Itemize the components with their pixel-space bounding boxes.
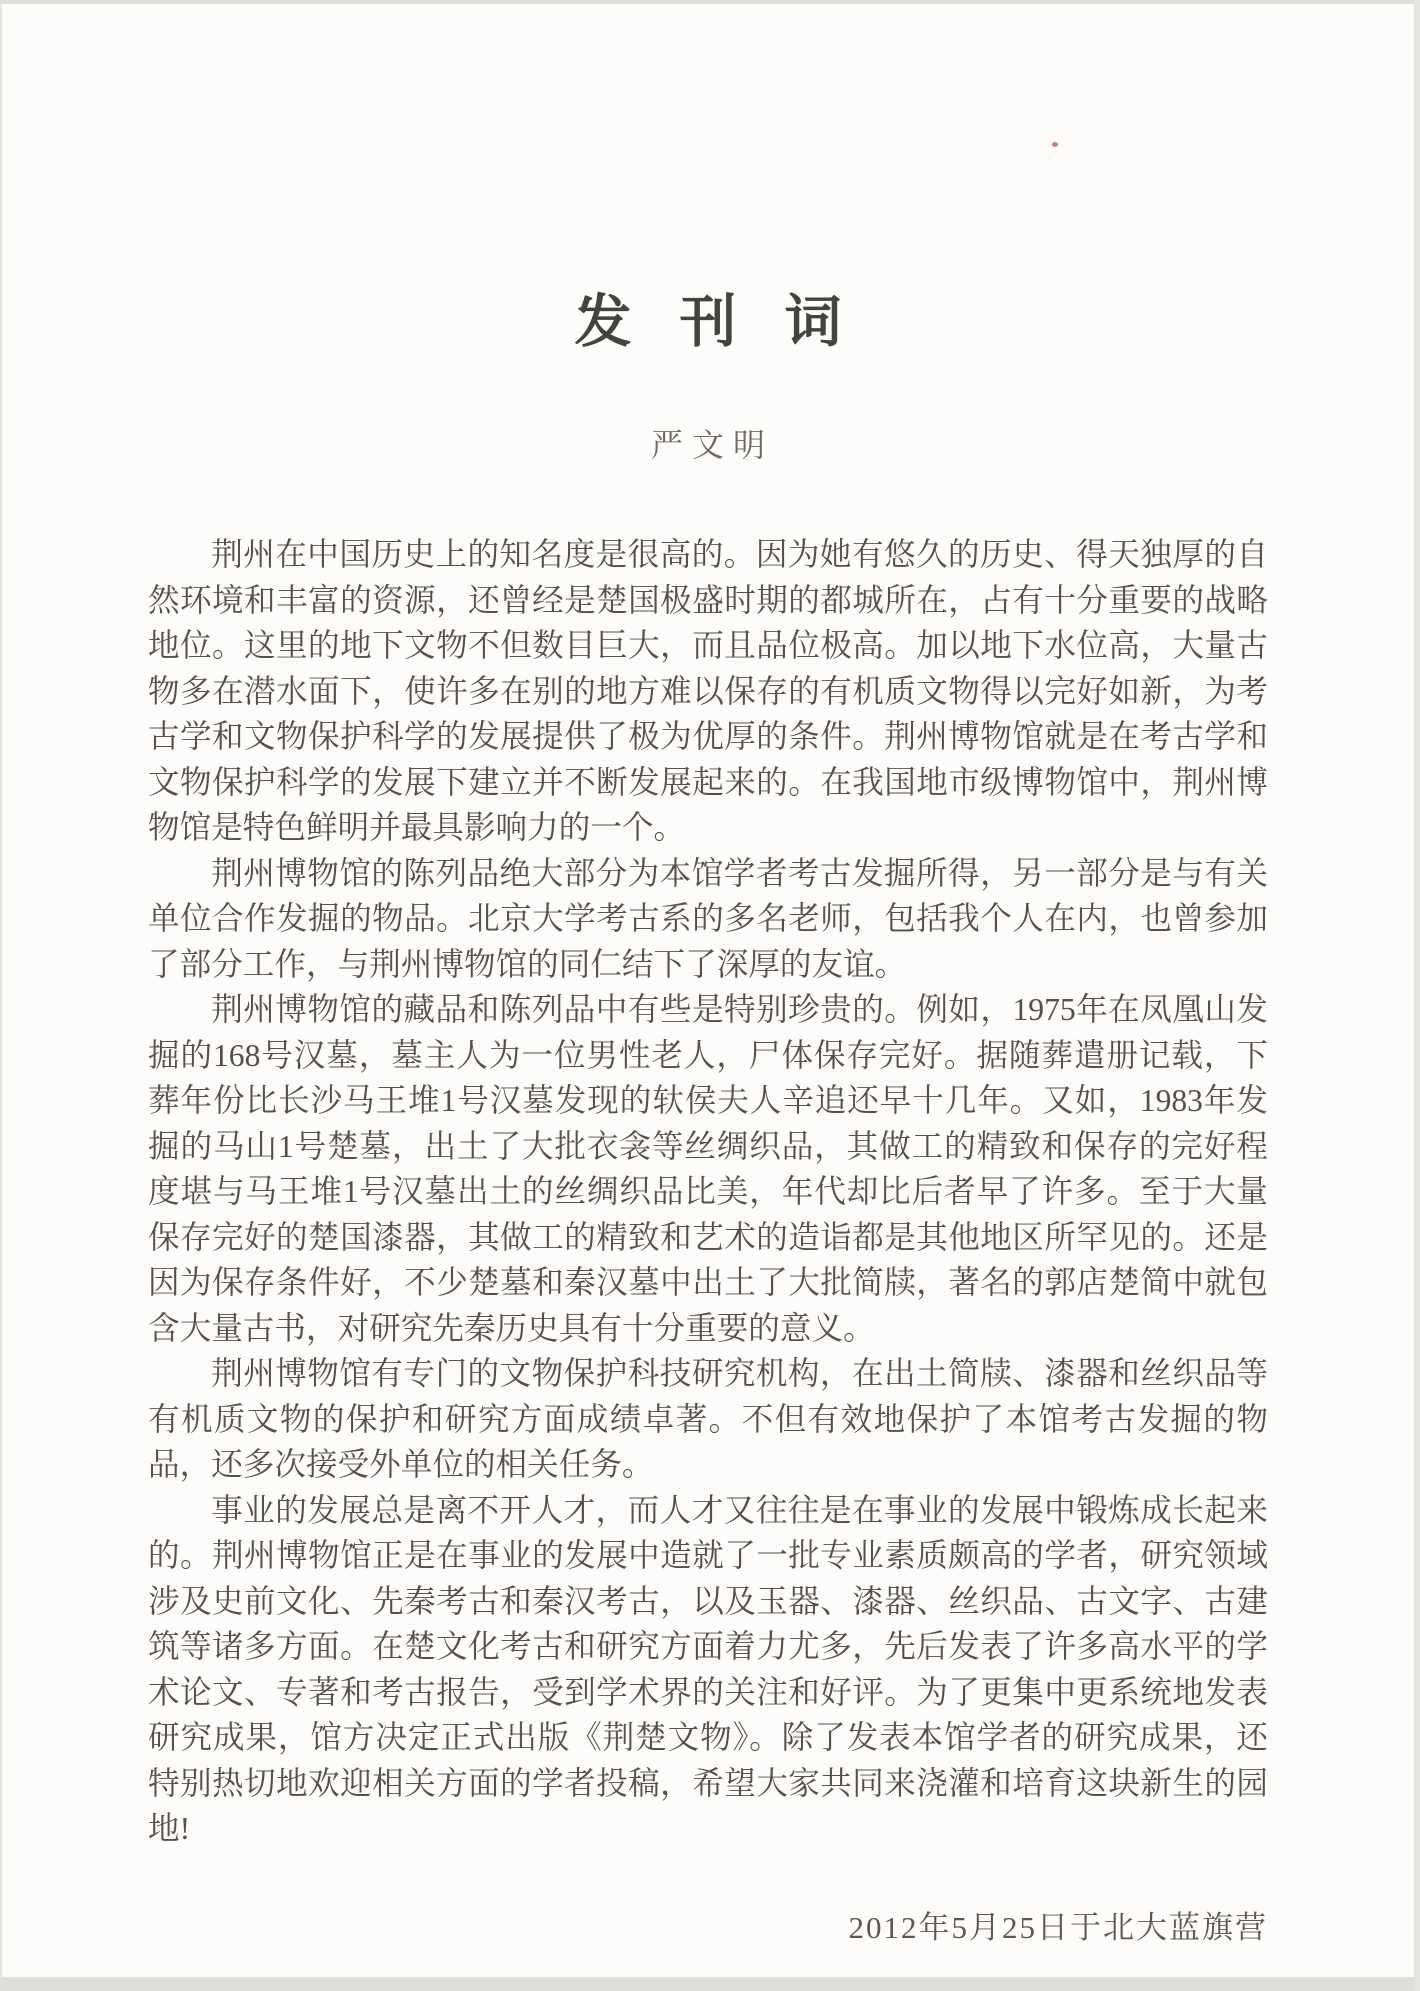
scan-edge-bottom	[0, 1978, 1420, 1991]
paragraph-5: 事业的发展总是离不开人才，而人才又往往是在事业的发展中锻炼成长起来的。荆州博物馆正是在事业的发展中造就了一批专业素质颇高的学者，研究领域涉及史前文化、先秦考古和秦汉考古，以及玉器、漆器、丝织品、古文字、古建筑等诸多方面。在楚文化考古和研究方面着力尤多，先后发表了许多高水平的学术论文、专著和考古报告，受到学术界的关注和好评。为了更集中更系统地发表研究成果，馆方决定正式出版《荆楚文物》。除了发表本馆学者的研究成果，还特别热切地欢迎相关方面的学者投稿，希望大家共同来浇灌和培育这块新生的园地!	[148, 1492, 1268, 1846]
scan-speck-red	[1052, 142, 1058, 147]
document-page	[2, 4, 1414, 1977]
scan-edge-right	[1415, 0, 1420, 1991]
document-body	[148, 532, 1268, 1852]
dateline: 2012年5月25日于北大蓝旗营	[848, 1909, 1268, 1945]
paragraph-4: 荆州博物馆有专门的文物保护科技研究机构，在出土简牍、漆器和丝织品等有机质文物的保护和研究方面成绩卓著。不但有效地保护了本馆考古发掘的物品，还多次接受外单位的相关任务。	[148, 1356, 1268, 1482]
page-title: 发刊词	[574, 291, 890, 354]
scan-edge-top	[0, 0, 1420, 4]
paragraph-2: 荆州博物馆的陈列品绝大部分为本馆学者考古发掘所得，另一部分是与有关单位合作发掘的物品。北京大学考古系的多名老师，包括我个人在内，也曾参加了部分工作，与荆州博物馆的同仁结下了深厚的友谊。	[148, 855, 1268, 982]
paragraph-3: 荆州博物馆的藏品和陈列品中有些是特别珍贵的。例如，1975年在凤凰山发掘的168号汉墓，墓主人为一位男性老人，尸体保存完好。据随葬遣册记载，下葬年份比长沙马王堆1号汉墓发现的轪侯夫人辛追还早十几年。又如，1983年发掘的马山1号楚墓，出土了大批衣衾等丝绸织品，其做工的精致和保存的完好程度堪与马王堆1号汉墓出土的丝绸织品比美，年代却比后者早了许多。至于大量保存完好的楚国漆器，其做工的精致和艺术的造诣都是其他地区所罕见的。还是因为保存条件好，不少楚墓和秦汉墓中出土了大批简牍，著名的郭店楚简中就包含大量古书，对研究先秦历史具有十分重要的意义。	[148, 992, 1268, 1346]
paragraph-1: 荆州在中国历史上的知名度是很高的。因为她有悠久的历史、得天独厚的自然环境和丰富的资源，还曾经是楚国极盛时期的都城所在，占有十分重要的战略地位。这里的地下文物不但数目巨大，而且品位极高。加以地下水位高，大量古物多在潜水面下，使许多在别的地方难以保存的有机质文物得以完好如新，为考古学和文物保护科学的发展提供了极为优厚的条件。荆州博物馆就是在考古学和文物保护科学的发展下建立并不断发展起来的。在我国地市级博物馆中，荆州博物馆是特色鲜明并最具影响力的一个。	[148, 537, 1268, 845]
author-name: 严文明	[650, 427, 774, 463]
